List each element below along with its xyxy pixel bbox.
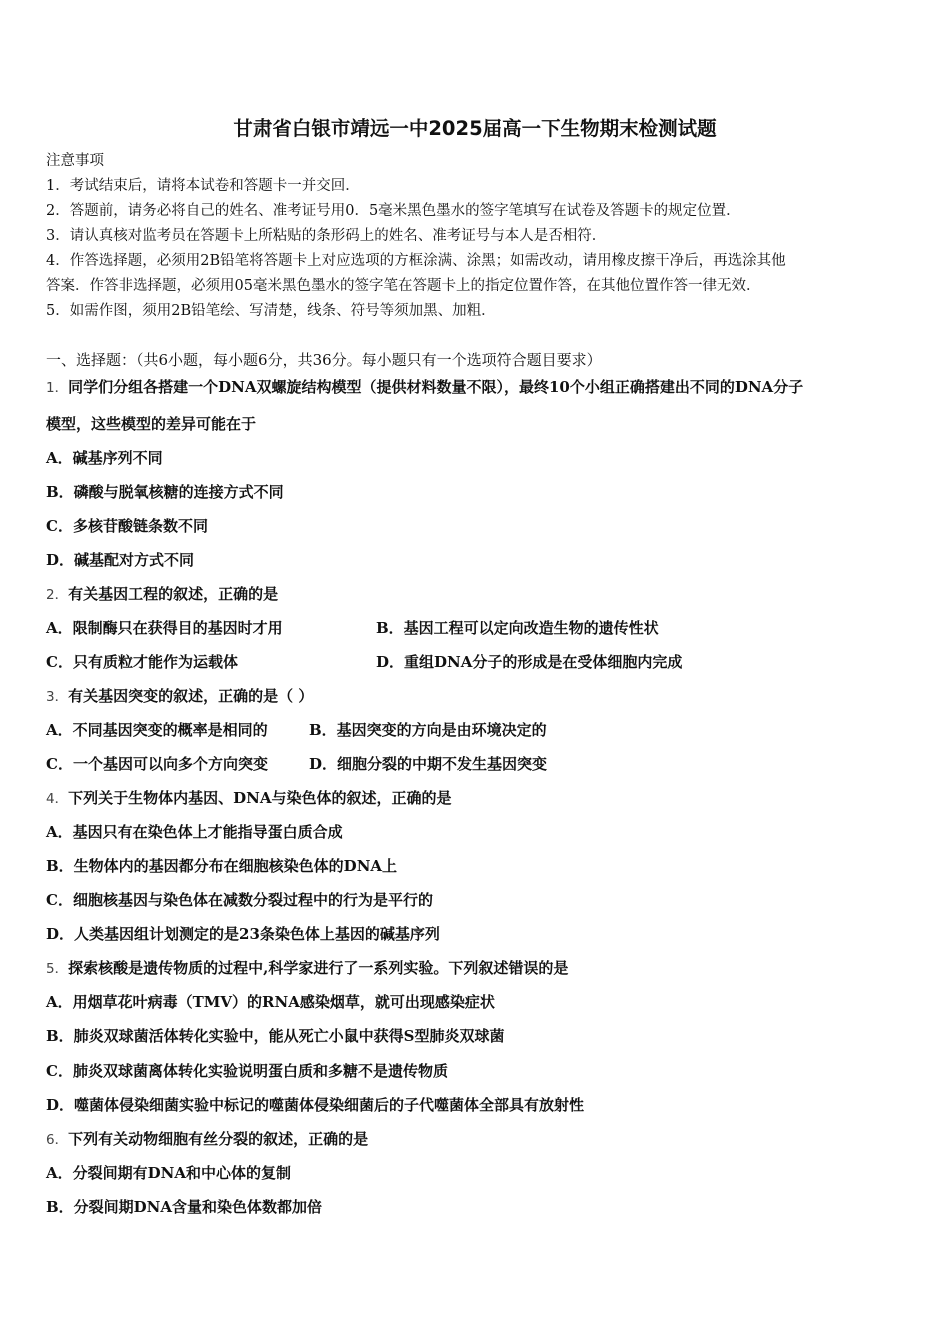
- question-4-option-a: A．基因只有在染色体上才能指导蛋白质合成: [46, 823, 343, 841]
- question-number: 1．: [46, 380, 69, 396]
- question-1-option-d: D．碱基配对方式不同: [46, 551, 195, 569]
- question-number: 3．: [46, 689, 69, 705]
- question-6-option-b: B．分裂间期DNA含量和染色体数都加倍: [46, 1198, 323, 1216]
- question-1-stem-cont: [46, 413, 906, 434]
- notice-item: 5．如需作图，须用2B铅笔绘、写清楚，线条、符号等须加黑、加粗．: [46, 303, 496, 319]
- question-2-option-d: D．重组DNA分子的形成是在受体细胞内完成: [376, 653, 683, 671]
- question-4-option-b: B．生物体内的基因都分布在细胞核染色体的DNA上: [46, 857, 398, 875]
- section-heading: 一、选择题：（共6小题，每小题6分，共36分。每小题只有一个选项符合题目要求）: [46, 351, 602, 369]
- question-4-stem: [46, 787, 906, 808]
- question-2-stem: [46, 583, 906, 604]
- question-6-stem: [46, 1128, 906, 1149]
- question-5-option-b: B．肺炎双球菌活体转化实验中，能从死亡小鼠中获得S型肺炎双球菌: [46, 1027, 505, 1045]
- question-4-option-d: D．人类基因组计划测定的是23条染色体上基因的碱基序列: [46, 925, 440, 943]
- notice-heading: 注意事项: [46, 153, 104, 169]
- question-2-option-a: A．限制酶只在获得目的基因时才用: [46, 619, 283, 637]
- notice-item: 2．答题前，请务必将自己的姓名、准考证号用0．5毫米黑色墨水的签字笔填写在试卷及答题卡的规定位置．: [46, 203, 741, 219]
- notice-item: 4．作答选择题，必须用2B铅笔将答题卡上对应选项的方框涂满、涂黑；如需改动，请用橡皮擦干净后，再选涂其他: [46, 253, 786, 269]
- question-5-option-c: C．肺炎双球菌离体转化实验说明蛋白质和多糖不是遗传物质: [46, 1062, 448, 1080]
- question-3-option-d: D．细胞分裂的中期不发生基因突变: [309, 755, 548, 773]
- question-text: 有关基因突变的叙述，正确的是（ ）: [68, 687, 314, 705]
- question-3-stem: [46, 685, 906, 706]
- question-6-option-a: A．分裂间期有DNA和中心体的复制: [46, 1164, 291, 1182]
- question-2-option-c: C．只有质粒才能作为运载体: [46, 653, 238, 671]
- question-2-option-b: B．基因工程可以定向改造生物的遗传性状: [376, 619, 659, 637]
- question-3-option-a: A．不同基因突变的概率是相同的: [46, 721, 268, 739]
- page-title: 甘肃省白银市靖远一中2025届高一下生物期末检测试题: [233, 117, 717, 140]
- question-text: 同学们分组各搭建一个DNA双螺旋结构模型（提供材料数量不限），最终10个小组正确搭建出不同的DNA分子: [68, 378, 804, 396]
- question-4-option-c: C．细胞核基因与染色体在减数分裂过程中的行为是平行的: [46, 891, 433, 909]
- question-number: 2．: [46, 587, 69, 603]
- question-1-stem: [46, 376, 906, 397]
- question-number: 6．: [46, 1132, 69, 1148]
- notice-item: 3．请认真核对监考员在答题卡上所粘贴的条形码上的姓名、准考证号与本人是否相符．: [46, 228, 607, 244]
- question-5-stem: [46, 957, 906, 978]
- question-text: 模型，这些模型的差异可能在于: [46, 415, 257, 433]
- question-number: 5．: [46, 961, 69, 977]
- question-text: 下列关于生物体内基因、DNA与染色体的叙述，正确的是: [68, 789, 452, 807]
- question-1-option-b: B．磷酸与脱氧核糖的连接方式不同: [46, 483, 284, 501]
- notice-section: [46, 149, 906, 324]
- question-number: 4．: [46, 791, 69, 807]
- question-3-option-b: B．基因突变的方向是由环境决定的: [309, 721, 547, 739]
- question-3-option-c: C．一个基因可以向多个方向突变: [46, 755, 268, 773]
- question-text: 下列有关动物细胞有丝分裂的叙述，正确的是: [68, 1130, 369, 1148]
- notice-item: 答案．作答非选择题，必须用05毫米黑色墨水的签字笔在答题卡上的指定位置作答，在其他位置作答一律无效．: [46, 278, 761, 294]
- question-1-option-c: C．多核苷酸链条数不同: [46, 517, 208, 535]
- question-text: 有关基因工程的叙述，正确的是: [68, 585, 279, 603]
- notice-item: 1．考试结束后，请将本试卷和答题卡一并交回．: [46, 178, 360, 194]
- question-text: 探索核酸是遗传物质的过程中,科学家进行了一系列实验。下列叙述错误的是: [68, 959, 569, 977]
- question-5-option-a: A．用烟草花叶病毒（TMV）的RNA感染烟草，就可出现感染症状: [46, 993, 495, 1011]
- question-1-option-a: A．碱基序列不同: [46, 449, 163, 467]
- question-5-option-d: D．噬菌体侵染细菌实验中标记的噬菌体侵染细菌后的子代噬菌体全部具有放射性: [46, 1096, 585, 1114]
